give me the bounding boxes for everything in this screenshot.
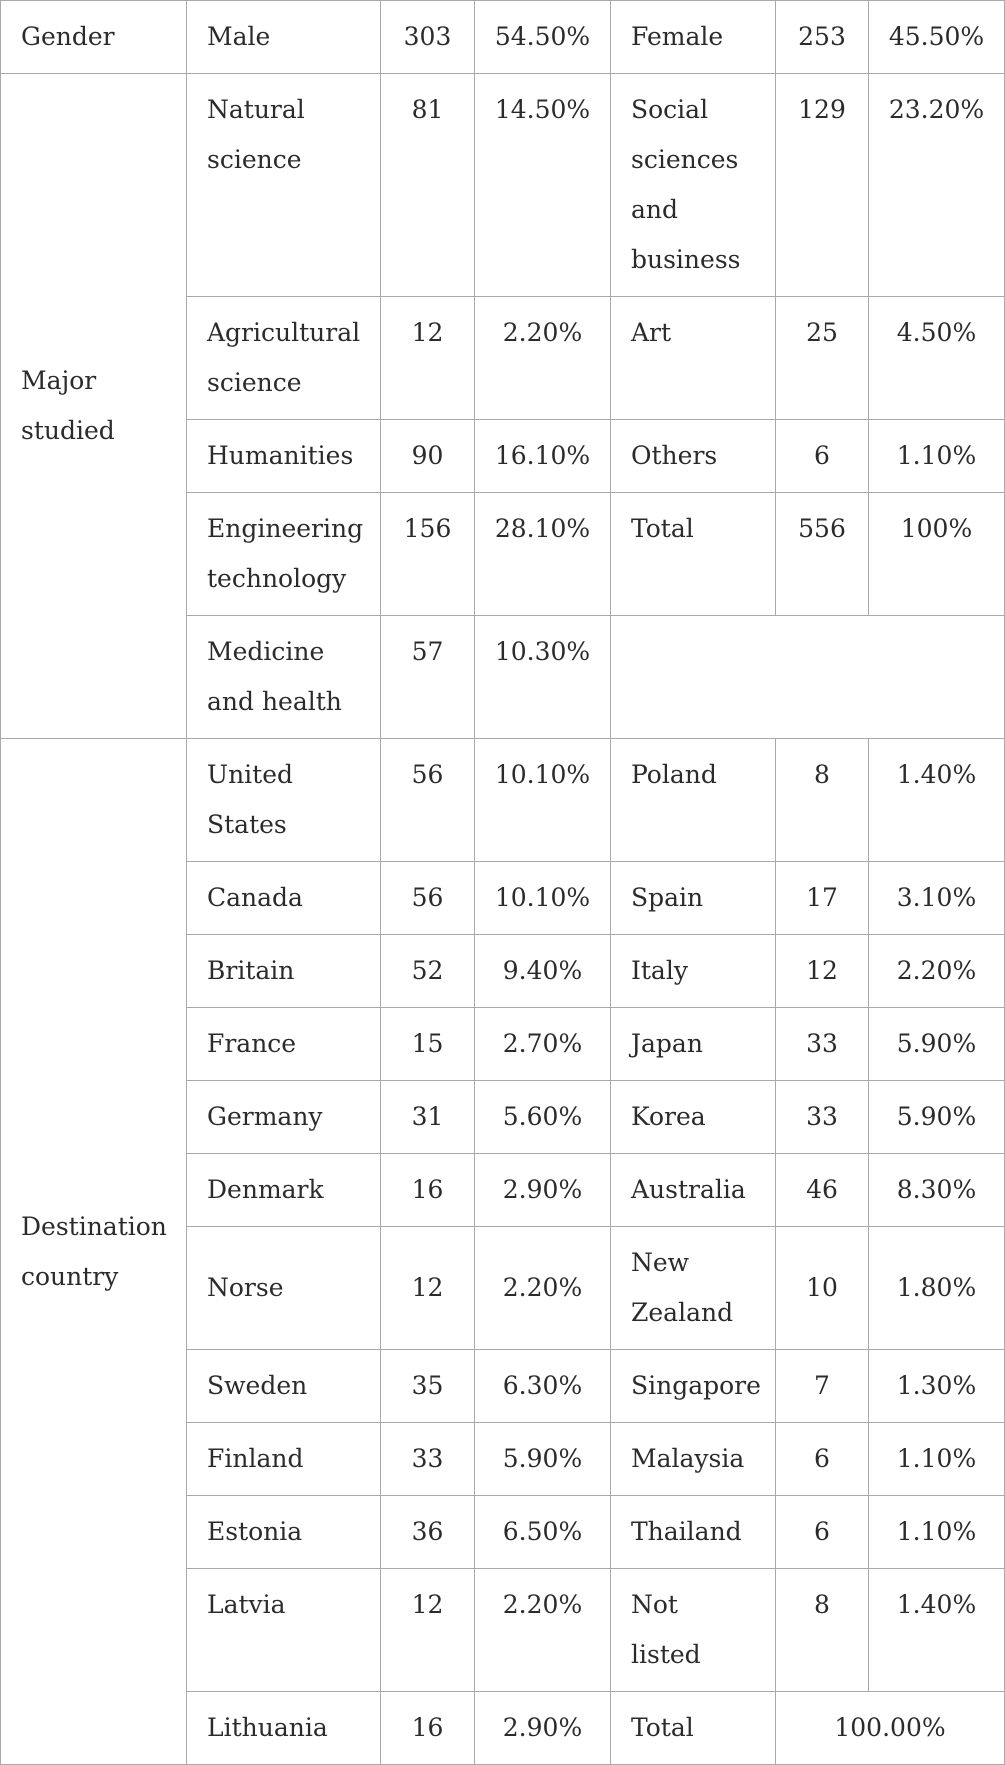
table-cell: 36: [381, 1496, 475, 1569]
table-cell: 253: [776, 1, 869, 74]
table-cell: Germany: [187, 1081, 381, 1154]
table-cell: 5.60%: [475, 1081, 611, 1154]
table-cell: 556: [776, 493, 869, 616]
table-cell: Singapore: [611, 1350, 776, 1423]
table-cell: 90: [381, 420, 475, 493]
table-cell: 2.20%: [869, 935, 1005, 1008]
table-cell: Norse: [187, 1227, 381, 1350]
table-cell: 25: [776, 297, 869, 420]
table-cell: 10: [776, 1227, 869, 1350]
table-cell: 1.10%: [869, 1496, 1005, 1569]
table-cell: 2.20%: [475, 1569, 611, 1692]
table-cell: 56: [381, 739, 475, 862]
table-cell: 1.30%: [869, 1350, 1005, 1423]
table-cell: 303: [381, 1, 475, 74]
table-cell: Natural science: [187, 74, 381, 297]
table-cell: Italy: [611, 935, 776, 1008]
table-cell: 9.40%: [475, 935, 611, 1008]
table-cell: Engineering technology: [187, 493, 381, 616]
table-cell: 46: [776, 1154, 869, 1227]
table-cell: Denmark: [187, 1154, 381, 1227]
table-cell: 16: [381, 1692, 475, 1765]
table-cell: United States: [187, 739, 381, 862]
table-cell: 28.10%: [475, 493, 611, 616]
table-cell: 7: [776, 1350, 869, 1423]
table-cell: 54.50%: [475, 1, 611, 74]
table-cell: 5.90%: [869, 1008, 1005, 1081]
table-cell: Lithuania: [187, 1692, 381, 1765]
empty-cell: [611, 616, 1005, 739]
table-cell: 6: [776, 1496, 869, 1569]
table-cell: 10.30%: [475, 616, 611, 739]
table-cell: 2.70%: [475, 1008, 611, 1081]
table-cell: 23.20%: [869, 74, 1005, 297]
table-cell: 33: [776, 1008, 869, 1081]
table-cell: 1.40%: [869, 1569, 1005, 1692]
table-cell: 5.90%: [475, 1423, 611, 1496]
table-cell: 56: [381, 862, 475, 935]
table-cell: Poland: [611, 739, 776, 862]
table-cell: Canada: [187, 862, 381, 935]
table-cell: 10.10%: [475, 739, 611, 862]
table-cell: 4.50%: [869, 297, 1005, 420]
table-cell: Sweden: [187, 1350, 381, 1423]
table-cell: Thailand: [611, 1496, 776, 1569]
table-cell: 1.40%: [869, 739, 1005, 862]
table-cell: 45.50%: [869, 1, 1005, 74]
table-cell: 156: [381, 493, 475, 616]
category-label-destination: Destination country: [1, 739, 187, 1765]
table-cell: 8: [776, 739, 869, 862]
table-row: [1, 739, 1005, 862]
table-cell: Malaysia: [611, 1423, 776, 1496]
table-cell: 100.00%: [776, 1692, 1005, 1765]
table-cell: 33: [381, 1423, 475, 1496]
table-cell: Britain: [187, 935, 381, 1008]
table-cell: 81: [381, 74, 475, 297]
table-row: [1, 1, 1005, 74]
table-cell: 14.50%: [475, 74, 611, 297]
table-cell: 129: [776, 74, 869, 297]
table-cell: 1.10%: [869, 1423, 1005, 1496]
table-cell: Total: [611, 493, 776, 616]
table-cell: 15: [381, 1008, 475, 1081]
table-cell: 10.10%: [475, 862, 611, 935]
table-cell: 1.10%: [869, 420, 1005, 493]
table-cell: Estonia: [187, 1496, 381, 1569]
table-cell: 57: [381, 616, 475, 739]
table-cell: 52: [381, 935, 475, 1008]
table-cell: 12: [381, 1569, 475, 1692]
table-cell: 6: [776, 1423, 869, 1496]
table-cell: 12: [381, 1227, 475, 1350]
table-cell: Latvia: [187, 1569, 381, 1692]
table-cell: 6.50%: [475, 1496, 611, 1569]
category-label-gender: Gender: [1, 1, 187, 74]
table-cell: 31: [381, 1081, 475, 1154]
table-cell: 8: [776, 1569, 869, 1692]
table-cell: Medicine and health: [187, 616, 381, 739]
table-cell: 3.10%: [869, 862, 1005, 935]
category-label-major: Major studied: [1, 74, 187, 739]
table-cell: 2.20%: [475, 297, 611, 420]
table-cell: 33: [776, 1081, 869, 1154]
table-cell: France: [187, 1008, 381, 1081]
table-cell: Korea: [611, 1081, 776, 1154]
table-cell: Australia: [611, 1154, 776, 1227]
table-cell: 100%: [869, 493, 1005, 616]
table-cell: Others: [611, 420, 776, 493]
table-cell: Male: [187, 1, 381, 74]
table-cell: Agricultural science: [187, 297, 381, 420]
table-row: [1, 74, 1005, 297]
table-cell: Spain: [611, 862, 776, 935]
table-cell: Social sciences and business: [611, 74, 776, 297]
table-cell: 35: [381, 1350, 475, 1423]
table-cell: Japan: [611, 1008, 776, 1081]
table-cell: New Zealand: [611, 1227, 776, 1350]
table-cell: Art: [611, 297, 776, 420]
table-cell: 16: [381, 1154, 475, 1227]
table-cell: Humanities: [187, 420, 381, 493]
table-cell: 2.20%: [475, 1227, 611, 1350]
table-cell: 8.30%: [869, 1154, 1005, 1227]
table-cell: Female: [611, 1, 776, 74]
table-cell: 17: [776, 862, 869, 935]
table-cell: 16.10%: [475, 420, 611, 493]
table-cell: Finland: [187, 1423, 381, 1496]
table-cell: 1.80%: [869, 1227, 1005, 1350]
table-cell: 6.30%: [475, 1350, 611, 1423]
table-cell: 5.90%: [869, 1081, 1005, 1154]
table-cell: Not listed: [611, 1569, 776, 1692]
table-cell: 2.90%: [475, 1692, 611, 1765]
table-cell: Total: [611, 1692, 776, 1765]
table-cell: 12: [381, 297, 475, 420]
table-cell: 6: [776, 420, 869, 493]
table-cell: 12: [776, 935, 869, 1008]
table-cell: 2.90%: [475, 1154, 611, 1227]
